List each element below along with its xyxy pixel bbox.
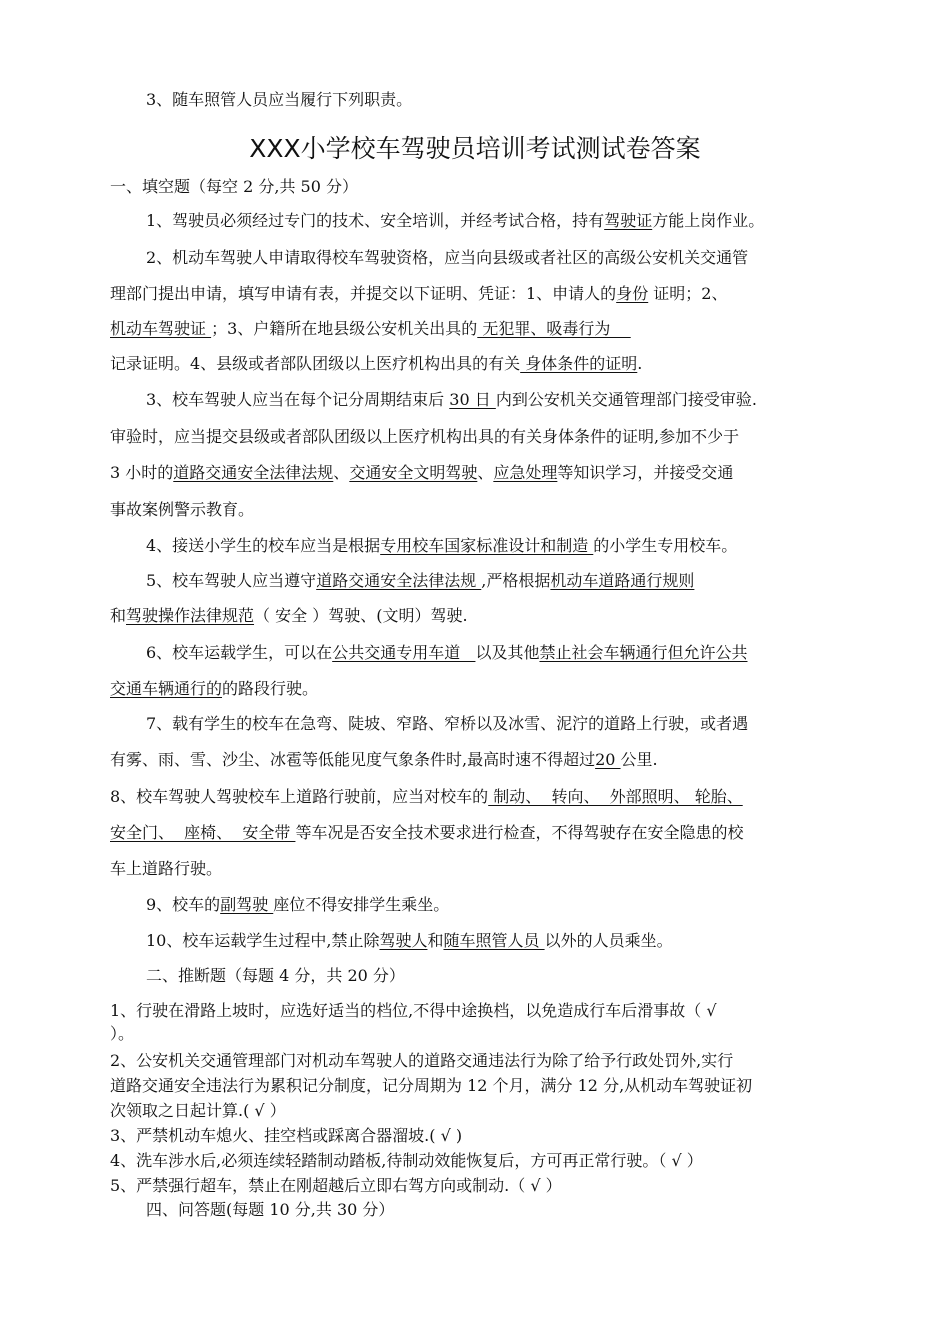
judge-question-2-line-2: 道路交通安全违法行为累积记分制度，记分周期为 12 个月，满分 12 分,从机动车驾驶证初 xyxy=(110,1076,753,1095)
text: （ 安全 ）驾驶、(文明）驾驶. xyxy=(254,606,468,625)
text: 记录证明。4、县级或者部队团级以上医疗机构出具的有关 xyxy=(110,354,521,373)
text: 的小学生专用校车。 xyxy=(593,536,738,555)
text: 、 xyxy=(333,463,350,482)
judge-question-1-line-1: 1、行驶在滑路上坡时，应选好适当的档位,不得中途换档，以免造成行车后滑事故（ √ xyxy=(110,1001,717,1020)
answer-blank: 副驾驶 xyxy=(220,895,274,914)
fill-question-1 xyxy=(146,211,764,231)
fill-question-8-line-1 xyxy=(110,787,743,807)
fill-question-3-line-1 xyxy=(146,390,757,410)
answer-blank: 驾驶证 xyxy=(604,211,653,230)
answer-blank: 身份 xyxy=(616,284,649,303)
answer-blank: 驾驶操作法律规范 xyxy=(126,606,255,625)
answer-blank: 机动车道路通行规则 xyxy=(550,571,695,590)
answer-blank: 无犯罪、吸毒行为 xyxy=(477,319,631,338)
text: 4、接送小学生的校车应当是根据 xyxy=(146,536,381,555)
text: 3、校车驾驶人应当在每个记分周期结束后 xyxy=(146,390,450,409)
judge-question-2-line-3: 次领取之日起计算.( √ ） xyxy=(110,1101,286,1120)
answer-blank: 驾驶人 xyxy=(379,931,428,950)
fill-question-9 xyxy=(146,895,449,915)
text: 座位不得安排学生乘坐。 xyxy=(273,895,450,914)
text: 3 小时的 xyxy=(110,463,174,482)
answer-blank: 机动车驾驶证 xyxy=(110,319,212,338)
text: 有雾、雨、雪、沙尘、冰雹等低能见度气象条件时,最高时速不得超过 xyxy=(110,750,596,769)
answer-blank: 道路交通安全法律法规 xyxy=(173,463,334,482)
text: 理部门提出申请，填写申请有表，并提交以下证明、凭证：1、申请人的 xyxy=(110,284,617,303)
answer-blank: 安全门、 座椅、 安全带 xyxy=(110,823,296,842)
answer-blank: 身体条件的证明 xyxy=(520,354,638,373)
text: 和 xyxy=(427,931,444,950)
judge-question-4: 4、洗车涉水后,必须连续轻踏制动踏板,待制动效能恢复后，方可再正常行驶。（ √ ） xyxy=(110,1151,703,1170)
answer-blank: 专用校车国家标准设计和制造 xyxy=(380,536,594,555)
text: 10、校车运载学生过程中,禁止除 xyxy=(146,931,380,950)
text: 、 xyxy=(477,463,494,482)
text: 1、驾驶员必须经过专门的技术、安全培训，并经考试合格，持有 xyxy=(146,211,605,230)
fill-question-6-line-2 xyxy=(110,679,318,699)
fill-question-5-line-2 xyxy=(110,606,468,626)
text: 以外的人员乘坐。 xyxy=(544,931,673,950)
fill-question-6-line-1 xyxy=(146,643,747,663)
text: 等车况是否安全技术要求进行检查，不得驾驶存在安全隐患的校 xyxy=(295,823,744,842)
text: 9、校车的 xyxy=(146,895,221,914)
judge-question-1-line-2: ）。 xyxy=(110,1024,135,1043)
fill-question-2-line-2 xyxy=(110,284,727,304)
answer-blank: 20 xyxy=(595,750,621,769)
text: 以及其他 xyxy=(475,643,540,662)
fill-question-3-line-3 xyxy=(110,463,733,483)
text: ,严格根据 xyxy=(481,571,551,590)
text: 的路段行驶。 xyxy=(222,679,319,698)
answer-blank: 应急处理 xyxy=(493,463,558,482)
text: 6、校车运载学生，可以在 xyxy=(146,643,333,662)
text: 证明；2、 xyxy=(648,284,728,303)
fill-question-10 xyxy=(146,931,673,951)
fill-question-7-line-1: 7、载有学生的校车在急弯、陡坡、窄路、窄桥以及冰雪、泥泞的道路上行驶，或者遇 xyxy=(146,714,749,733)
answer-blank: 公共交通专用车道 xyxy=(332,643,476,662)
answer-blank: 道路交通安全法律法规 xyxy=(316,571,482,590)
text: . xyxy=(637,354,643,373)
section1-heading: 一、填空题（每空 2 分,共 50 分） xyxy=(110,177,358,196)
judge-question-5: 5、严禁强行超车，禁止在刚超越后立即右驾方向或制动.（ √ ） xyxy=(110,1176,562,1195)
section4-heading: 四、问答题(每题 10 分,共 30 分） xyxy=(146,1200,395,1219)
page-title: XXX小学校车驾驶员培训考试测试卷答案 xyxy=(249,134,701,163)
text: 等知识学习，并接受交通 xyxy=(557,463,734,482)
answer-blank: 禁止社会车辆通行但允许公共 xyxy=(539,643,748,662)
answer-blank: 交通安全文明驾驶 xyxy=(349,463,478,482)
fill-question-7-line-2 xyxy=(110,750,658,770)
section2-heading: 二、推断题（每题 4 分，共 20 分） xyxy=(146,966,405,985)
header-line: 3、随车照管人员应当履行下列职责。 xyxy=(146,90,413,109)
text: 8、校车驾驶人驾驶校车上道路行驶前，应当对校车的 xyxy=(110,787,489,806)
fill-question-2-line-1: 2、机动车驾驶人申请取得校车驾驶资格，应当向县级或者社区的高级公安机关交通管 xyxy=(146,248,749,267)
text: ；3、户籍所在地县级公安机关出具的 xyxy=(211,319,478,338)
answer-blank: 制动、 转向、 外部照明、 轮胎、 xyxy=(488,787,743,806)
fill-question-5-line-1 xyxy=(146,571,694,591)
text: 5、校车驾驶人应当遵守 xyxy=(146,571,317,590)
answer-blank: 随车照管人员 xyxy=(443,931,545,950)
text: 内到公安机关交通管理部门接受审验. xyxy=(495,390,757,409)
judge-question-3: 3、严禁机动车熄火、挂空档或踩离合器溜坡.( √ ) xyxy=(110,1126,463,1145)
text: 和 xyxy=(110,606,127,625)
fill-question-2-line-4 xyxy=(110,354,642,374)
answer-blank: 30 日 xyxy=(449,390,496,409)
fill-question-3-line-2: 审验时，应当提交县级或者部队团级以上医疗机构出具的有关身体条件的证明,参加不少于 xyxy=(110,427,740,446)
text: 公里. xyxy=(620,750,658,769)
text: 方能上岗作业。 xyxy=(652,211,765,230)
fill-question-8-line-3: 车上道路行驶。 xyxy=(110,859,223,878)
answer-blank: 交通车辆通行的 xyxy=(110,679,223,698)
fill-question-2-line-3 xyxy=(110,319,631,339)
fill-question-8-line-2 xyxy=(110,823,743,843)
judge-question-2-line-1: 2、公安机关交通管理部门对机动车驾驶人的道路交通违法行为除了给予行政处罚外,实行 xyxy=(110,1051,734,1070)
fill-question-3-line-4: 事故案例警示教育。 xyxy=(110,500,255,519)
fill-question-4 xyxy=(146,536,737,556)
